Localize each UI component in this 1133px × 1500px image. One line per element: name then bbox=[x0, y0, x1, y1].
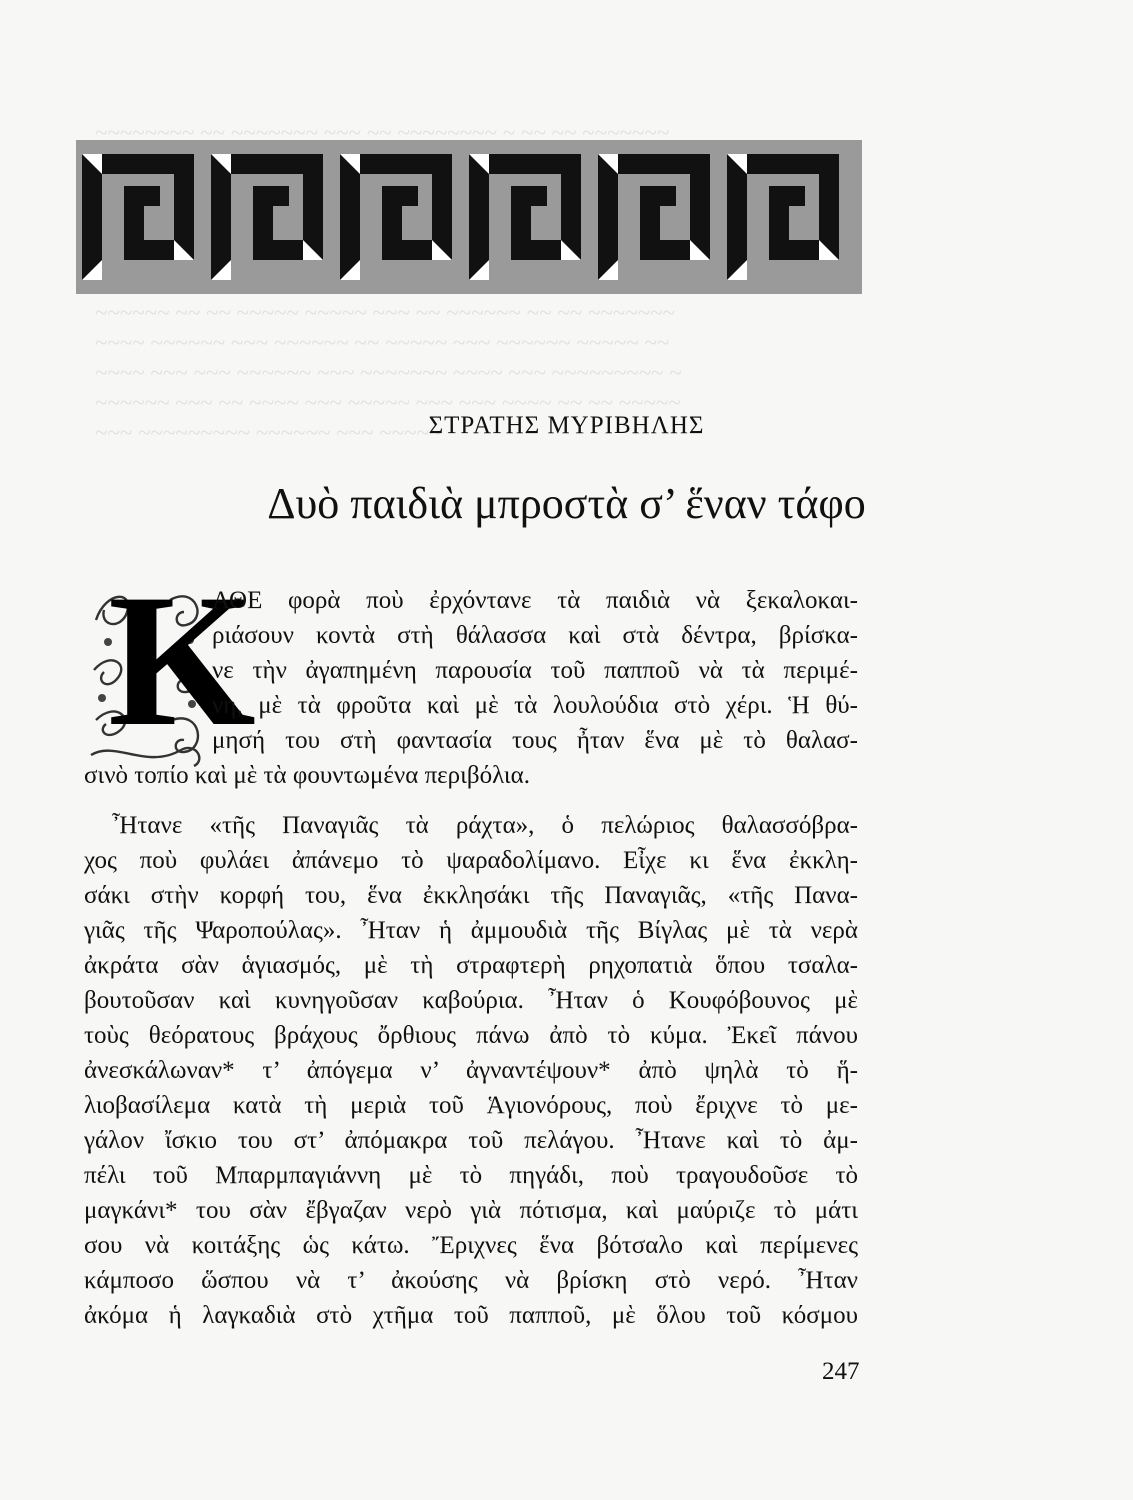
text-line: γιᾶς τῆς Ψαροπούλας». Ἦταν ἡ ἀμμουδιὰ τῆς Βίγλας μὲ τὰ νερὰ bbox=[84, 917, 858, 944]
drop-cap bbox=[86, 556, 256, 770]
text-line: λιοβασίλεμα κατὰ τὴ μεριὰ τοῦ Ἁγιονόρους, ποὺ ἔριχνε τὸ με- bbox=[84, 1092, 858, 1119]
text-line: ἀκόμα ἡ λαγκαδιὰ στὸ χτῆμα τοῦ παπποῦ, μὲ ὅλου τοῦ κόσμου bbox=[84, 1302, 858, 1329]
text-line: χος ποὺ φυλάει ἀπάνεμο τὸ ψαραδολίμανο. Εἶχε κι ἕνα ἐκκλη- bbox=[84, 847, 858, 874]
text-line: ἀκράτα σὰν ἁγιασμός, μὲ τὴ στραφτερὴ ρηχοπατιὰ ὅπου τσαλα- bbox=[84, 952, 858, 979]
greek-key-ornament-icon bbox=[76, 140, 862, 294]
text-line: τοὺς θεόρατους βράχους ὄρθιους πάνω ἀπὸ τὸ κύμα. Ἐκεῖ πάνου bbox=[84, 1022, 858, 1049]
text-line: νη, μὲ τὰ φροῦτα καὶ μὲ τὰ λουλούδια στὸ χέρι. Ἡ θύ- bbox=[212, 692, 858, 719]
text-line: μαγκάνι* του σὰν ἔβγαζαν νερὸ γιὰ πότισμα, καὶ μαύριζε τὸ μάτι bbox=[84, 1197, 858, 1224]
show-through-background: ~~~~~~~~ ~~ ~~~~~~~ ~~~ ~~ ~~~~~~~~ ~ ~~ ~~ ~~~~~~~ ~~~~~~ ~~ ~~ ~~~~~ ~~~~~ ~~~ ~~ ~~~~~~ ~~ ~~ ~~~~~~~ ~~~~ ~~~~~~ ~~~ ~~~~~~ ~~ ~~~~~ ~~~ ~~~~~~ ~~~~~ ~~ ~~~~ ~~~ ~~~ ~~~~~~ ~~~ ~~~~~~~ ~~~~ ~~~ ~~~~~~~~~ ~ ~~~~~~ ~~~ ~~ ~~~~ ~~~ ~~~~~ ~~~ ~~~ ~~~~ ~~ ~~ ~~~~~ ~~~ ~~~~~~~~~ ~~~~~~ ~~~ ~~~~~ bbox=[95, 120, 682, 445]
text-line: μησή του στὴ φαντασία τους ἦταν ἕνα μὲ τὸ θαλασ- bbox=[212, 727, 858, 754]
story-title: Δυὸ παιδιὰ μπροστὰ σ’ ἕναν τάφο bbox=[267, 479, 866, 528]
text-line: σάκι στὴν κορφή του, ἕνα ἐκκλησάκι τῆς Παναγιᾶς, «τῆς Πανα- bbox=[84, 882, 858, 909]
text-line: πέλι τοῦ Μπαρμπαγιάννη μὲ τὸ πηγάδι, ποὺ τραγουδοῦσε τὸ bbox=[84, 1162, 858, 1189]
page-number: 247 bbox=[822, 1358, 860, 1385]
text-line: νε τὴν ἀγαπημένη παρουσία τοῦ παπποῦ νὰ τὰ περιμέ- bbox=[212, 657, 858, 684]
text-line: ἀνεσκάλωναν* τ’ ἀπόγεμα ν’ ἀγναντέψουν* ἀπὸ ψηλὰ τὸ ἥ- bbox=[84, 1057, 858, 1084]
text-line: σινὸ τοπίο καὶ μὲ τὰ φουντωμένα περιβόλια. bbox=[84, 762, 530, 789]
text-line: ΑΘΕ φορὰ ποὺ ἐρχόντανε τὰ παιδιὰ νὰ ξεκαλοκαι- bbox=[212, 587, 858, 614]
text-line: γάλον ἴσκιο του στ’ ἀπόμακρα τοῦ πελάγου. Ἦτανε καὶ τὸ ἀμ- bbox=[84, 1127, 858, 1154]
text-line: βουτοῦσαν καὶ κυνηγοῦσαν καβούρια. Ἦταν ὁ Κουφόβουνος μὲ bbox=[84, 987, 858, 1014]
text-line: Ἦτανε «τῆς Παναγιᾶς τὰ ράχτα», ὁ πελώριος θαλασσόβρα- bbox=[112, 812, 858, 839]
text-line: σου νὰ κοιτάξης ὡς κάτω. Ἔριχνες ἕνα βότσαλο καὶ περίμενες bbox=[84, 1232, 858, 1259]
drop-cap-letter: Κ bbox=[108, 556, 256, 766]
text-line: ριάσουν κοντὰ στὴ θάλασσα καὶ στὰ δέντρα, βρίσκα- bbox=[212, 622, 858, 649]
meander-ornament-band bbox=[76, 140, 862, 294]
text-line: κάμποσο ὥσπου νὰ τ’ ἀκούσης νὰ βρίσκη στὸ νερό. Ἦταν bbox=[84, 1267, 858, 1294]
author-name: ΣΤΡΑΤΗΣ ΜΥΡΙΒΗΛΗΣ bbox=[428, 412, 705, 439]
